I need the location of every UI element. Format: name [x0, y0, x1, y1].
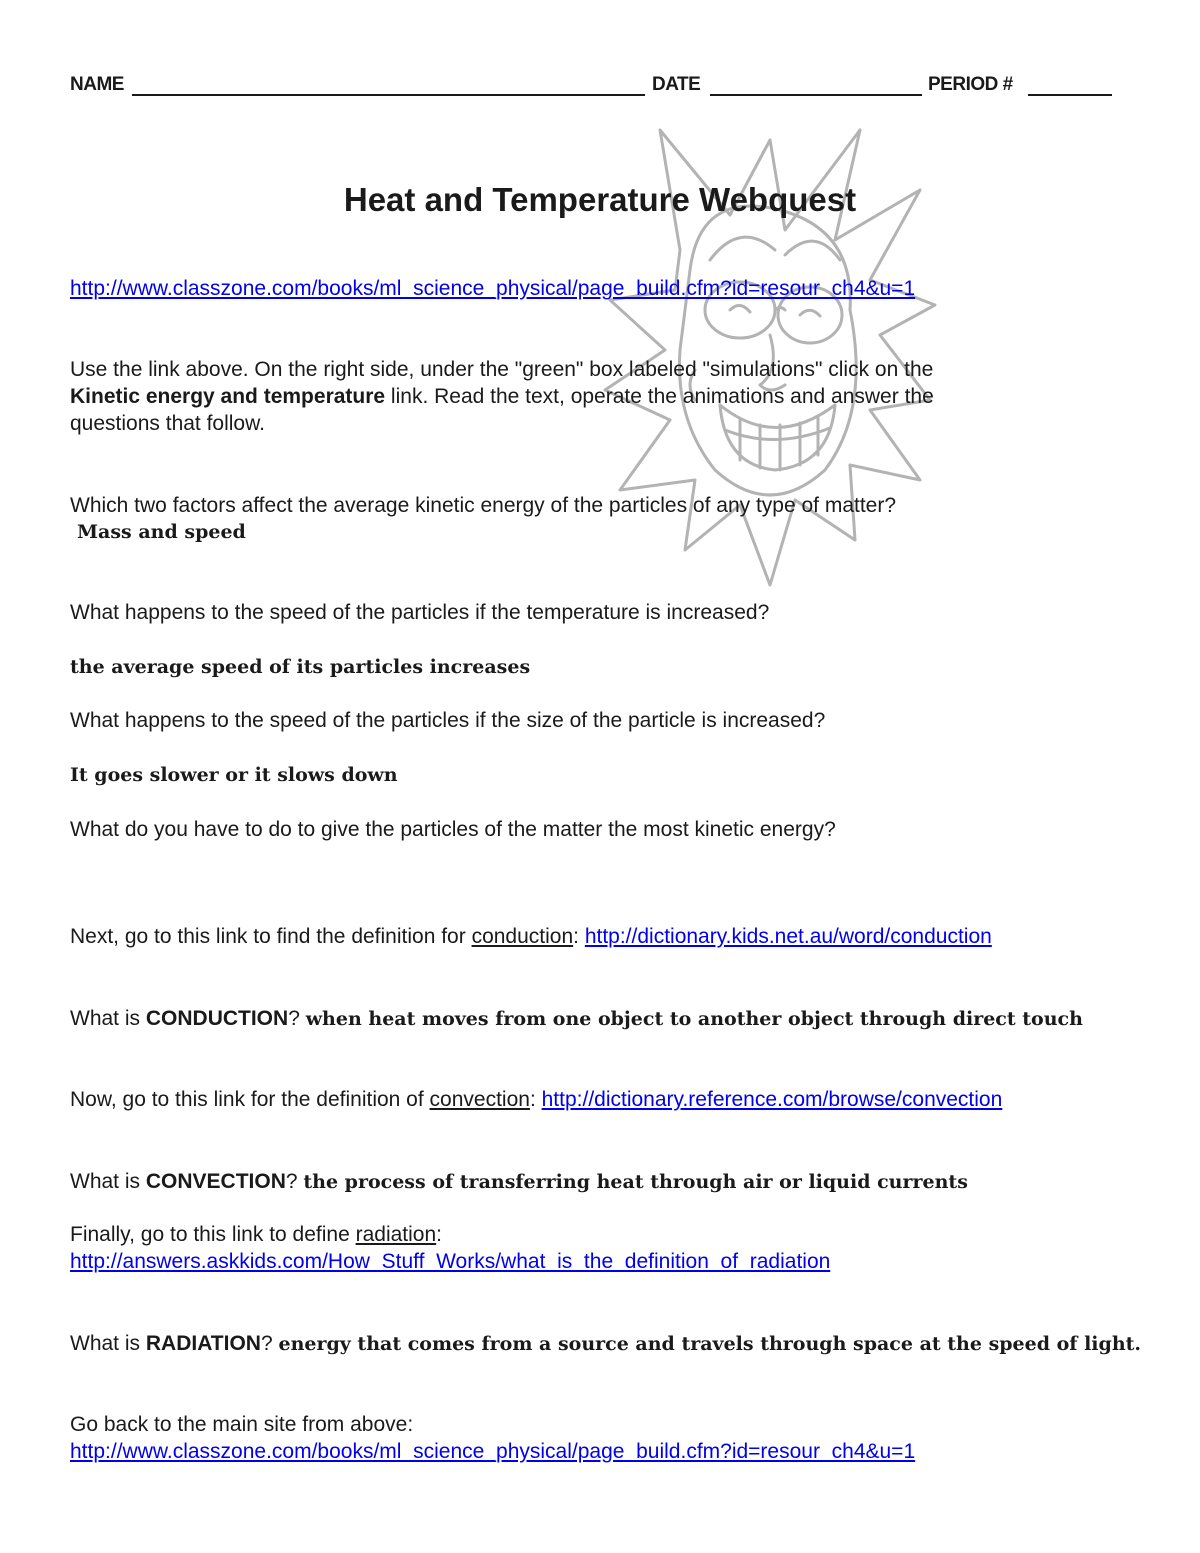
date-blank-line[interactable]: [710, 94, 922, 96]
answer-1: Mass and speed: [77, 521, 246, 543]
radiation-question: [70, 1330, 1141, 1358]
answer-2: the average speed of its particles increases: [70, 656, 531, 678]
conduction-link[interactable]: http://dictionary.kids.net.au/word/conduction: [584, 925, 992, 948]
period-blank-line[interactable]: [1028, 94, 1112, 96]
student-info-header: [70, 72, 1112, 102]
convection-answer: the process of transferring heat through air or liquid currents: [303, 1171, 968, 1193]
conduction-question: [70, 1005, 1083, 1033]
radiation-link[interactable]: http://answers.askkids.com/How_Stuff_Works/what_is_the_definition_of_radiation: [70, 1250, 831, 1273]
conduction-colon: :: [573, 925, 585, 948]
intro-bold-link-name: Kinetic energy and temperature: [70, 385, 386, 408]
period-label: PERIOD #: [928, 74, 1013, 95]
intro-line-2-text: link. Read the text, operate the animations and answer the: [385, 385, 934, 408]
conduction-q-mark: ?: [288, 1007, 306, 1030]
page-title: Heat and Temperature Webquest: [343, 181, 857, 218]
radiation-q-prefix: What is: [70, 1332, 146, 1355]
radiation-answer: energy that comes from a source and travels through space at the speed of light.: [278, 1333, 1142, 1355]
radiation-intro-text: Finally, go to this link to define: [70, 1223, 356, 1246]
date-label: DATE: [652, 74, 701, 95]
question-2: What happens to the speed of the particles if the temperature is increased?: [70, 601, 770, 624]
conduction-intro-text: Next, go to this link to find the definition for: [70, 925, 472, 948]
radiation-q-term: RADIATION: [145, 1332, 261, 1355]
question-4: What do you have to do to give the particles of the matter the most kinetic energy?: [70, 818, 836, 841]
conduction-q-prefix: What is: [70, 1007, 146, 1030]
radiation-colon: :: [436, 1223, 442, 1246]
question-1: Which two factors affect the average kinetic energy of the particles of any type of matter?: [70, 494, 897, 517]
radiation-q-mark: ?: [260, 1332, 279, 1355]
radiation-instruction: [70, 1221, 442, 1248]
convection-q-prefix: What is: [70, 1170, 146, 1193]
name-blank-line[interactable]: [132, 94, 645, 96]
classzone-link[interactable]: http://www.classzone.com/books/ml_science_physical/page_build.cfm?id=resour_ch4&u=1: [70, 277, 916, 300]
convection-link[interactable]: http://dictionary.reference.com/browse/convection: [541, 1088, 1003, 1111]
intro-line-3: questions that follow.: [70, 412, 265, 435]
answer-3: It goes slower or it slows down: [70, 764, 398, 786]
conduction-term: conduction: [471, 925, 574, 948]
intro-line-1: Use the link above. On the right side, under the "green" box labeled "simulations" click on the: [70, 358, 934, 381]
conduction-q-term: CONDUCTION: [145, 1007, 289, 1030]
convection-term: convection: [429, 1088, 530, 1111]
convection-q-term: CONVECTION: [145, 1170, 286, 1193]
convection-question: [70, 1168, 968, 1196]
conduction-answer: when heat moves from one object to another object through direct touch: [305, 1008, 1083, 1030]
question-3: What happens to the speed of the particles if the size of the particle is increased?: [70, 709, 826, 732]
convection-intro-text: Now, go to this link for the definition of: [70, 1088, 430, 1111]
back-instruction: Go back to the main site from above:: [70, 1413, 414, 1436]
convection-q-mark: ?: [285, 1170, 304, 1193]
intro-line-2: [70, 383, 934, 410]
radiation-term: radiation: [355, 1223, 437, 1246]
conduction-instruction: [70, 923, 992, 950]
name-label: NAME: [70, 74, 124, 95]
convection-colon: :: [529, 1088, 542, 1111]
back-classzone-link[interactable]: http://www.classzone.com/books/ml_science_physical/page_build.cfm?id=resour_ch4&u=1: [70, 1440, 916, 1463]
convection-instruction: [70, 1086, 1002, 1113]
